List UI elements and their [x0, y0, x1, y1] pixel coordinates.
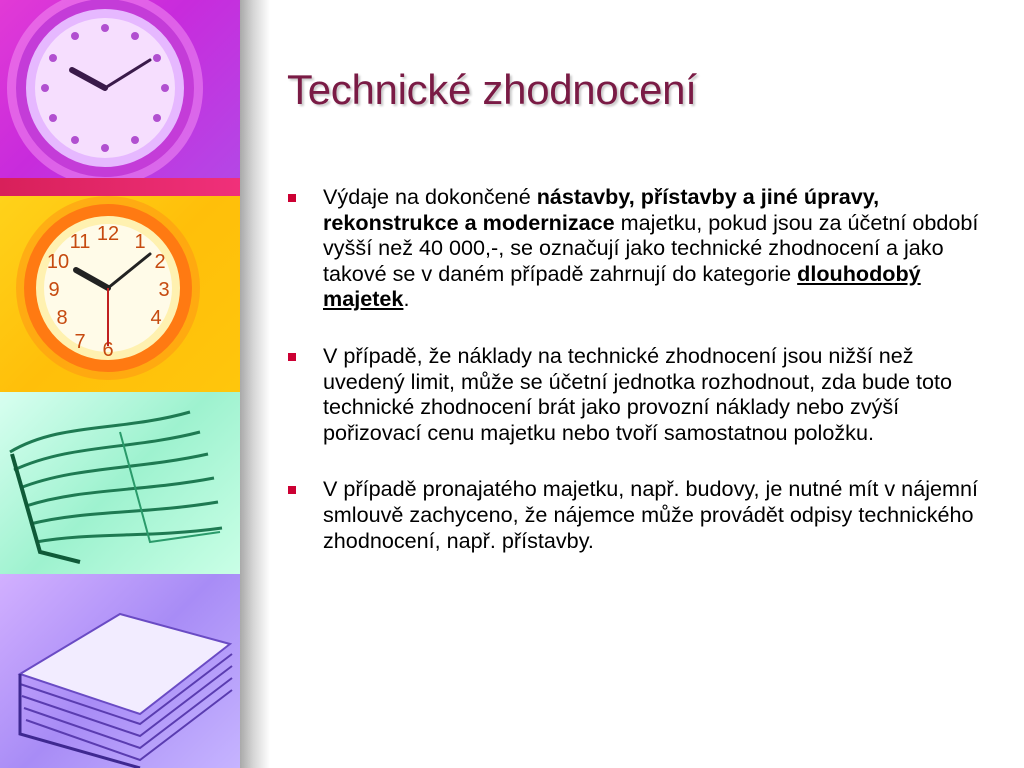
svg-text:3: 3	[158, 279, 170, 301]
purple-papers-photo	[0, 574, 240, 768]
bullet-text: Výdaje na dokončené	[323, 184, 537, 209]
bullet-text: majetku, pokud jsou za účetní období vyšší než 40 000,-, se označují jako technické zhodnocení a jako takové se v daném případě zahrnují do kategorie	[323, 209, 979, 286]
svg-text:1: 1	[134, 231, 146, 253]
bullet-underlined-term: dlouhodobý majetek	[323, 260, 921, 312]
svg-text:12: 12	[96, 223, 120, 245]
papers-icon	[0, 392, 240, 574]
clock-icon	[0, 196, 240, 392]
papers-icon	[0, 574, 240, 768]
list-item	[288, 184, 988, 312]
decorative-image-strip	[0, 0, 240, 768]
bullet-text: .	[403, 286, 410, 312]
clock-icon	[0, 0, 240, 178]
purple-clock-photo	[0, 0, 240, 178]
list-item	[288, 343, 988, 445]
bullet-text: V případě pronajatého majetku, např. budovy, je nutné mít v nájemní smlouvě zachyceno, že nájemce může provádět odpisy technického zhodnocení, např. přístavby.	[323, 476, 979, 553]
svg-text:4: 4	[150, 307, 162, 329]
bullet-text: V případě, že náklady na technické zhodnocení jsou nižší než uvedený limit, může se účetní jednotka rozhodnout, zda bude toto technické zhodnocení brát jako provozní náklady nebo zvýší pořizovací cenu majetku nebo tvoří samostatnou položku.	[323, 342, 953, 445]
svg-text:8: 8	[56, 307, 68, 329]
slide-title: Technické zhodnocení	[287, 66, 697, 113]
svg-text:7: 7	[74, 331, 86, 353]
bullet-marker	[288, 194, 296, 202]
orange-clock-photo	[0, 196, 240, 392]
svg-text:2: 2	[154, 251, 166, 273]
bullet-marker	[288, 486, 296, 494]
list-item	[288, 476, 988, 553]
bullet-list	[288, 184, 988, 584]
strip-shadow	[240, 0, 270, 768]
bullet-marker	[288, 353, 296, 361]
pink-divider-band	[0, 178, 240, 196]
svg-text:10: 10	[46, 251, 70, 273]
bullet-bold-text: nástavby, přístavby a jiné úpravy, rekonstrukce a modernizace	[323, 184, 880, 235]
svg-text:6: 6	[102, 339, 114, 361]
green-papers-photo	[0, 392, 240, 574]
svg-text:11: 11	[69, 231, 91, 253]
svg-text:9: 9	[48, 279, 60, 301]
